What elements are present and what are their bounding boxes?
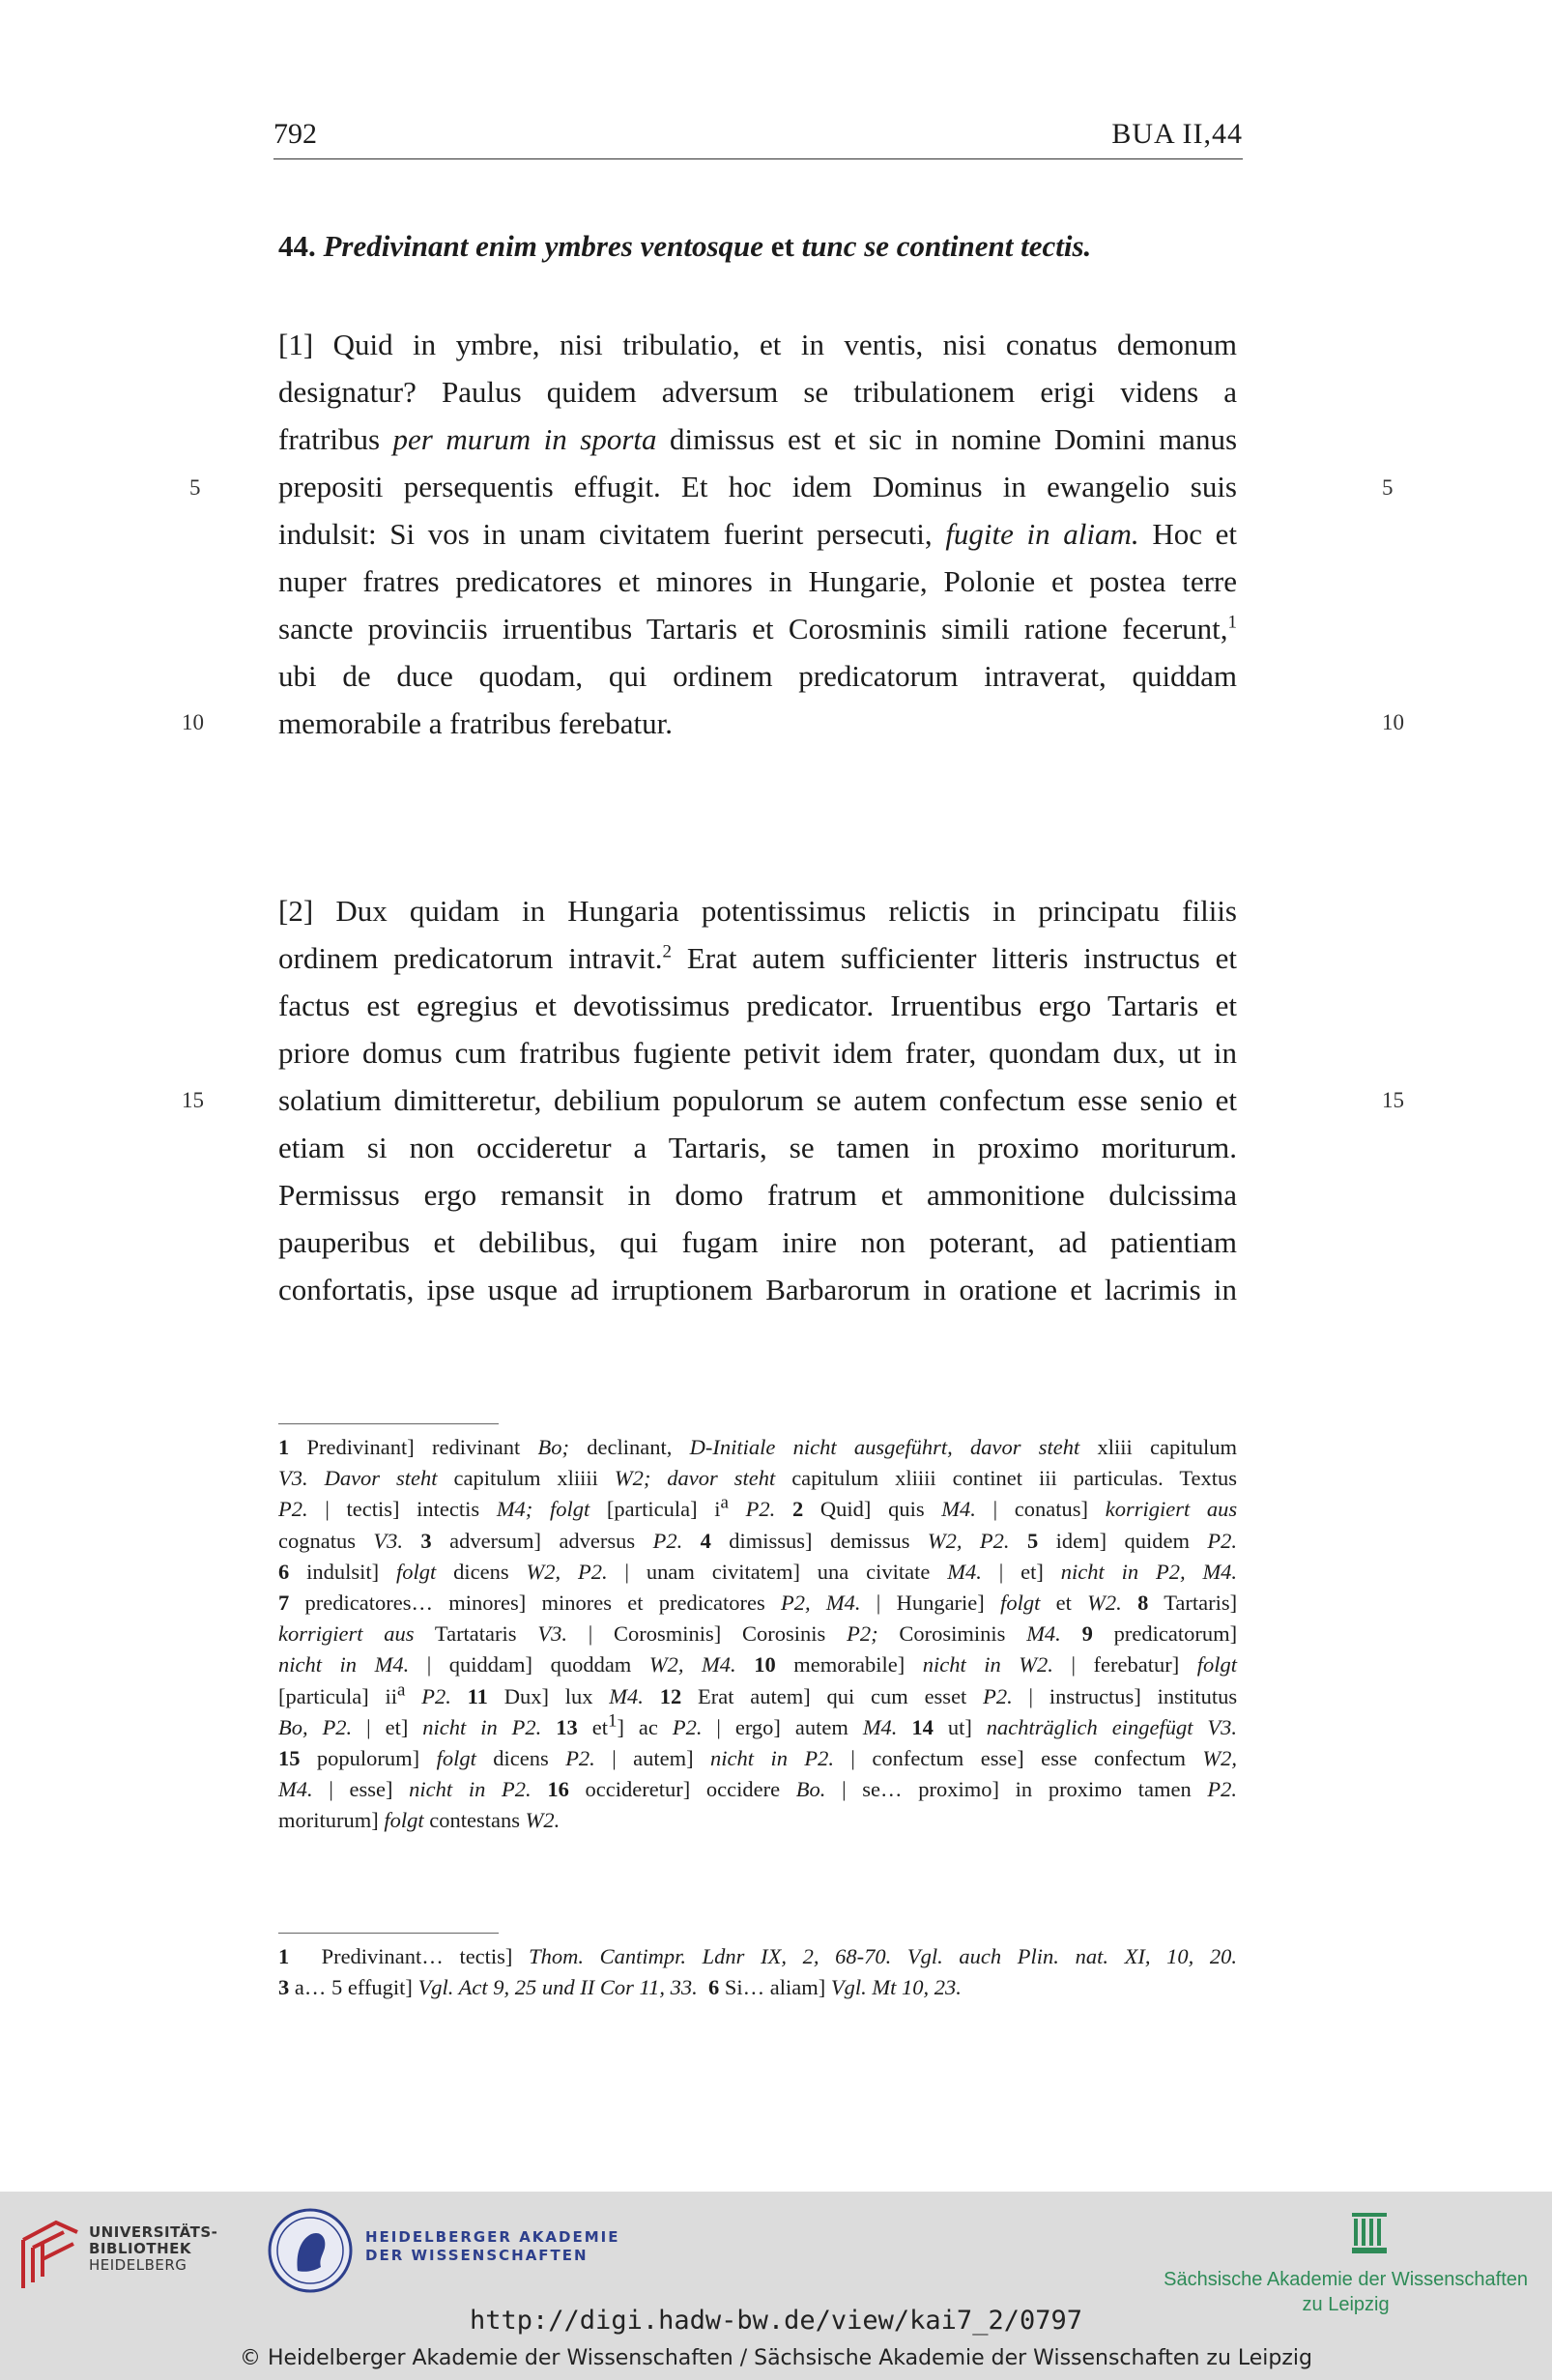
university-library-logo-icon [17,2213,85,2294]
text-line: [1] Quid in ymbre, nisi tribulatio, et in ventis, nisi conatus demonum [278,328,1237,361]
text-line: factus est egregius et devotissimus predicator. Irruentibus ergo Tartaris et [278,989,1237,1022]
apparatus-line: M4. | esse] nicht in P2. 16 occideretur] occidere Bo. | se… proximo] in proximo tamen P2. [278,1777,1238,1802]
text-line: Permissus ergo remansit in domo fratrum et ammonitione dulcissima [278,1178,1237,1212]
source-apparatus [278,1941,1237,2003]
apparatus-line: 15 populorum] folgt dicens P2. | autem] nicht in P2. | confectum esse] esse confectum W2, [278,1745,1238,1770]
text-line: designatur? Paulus quidem adversum se tribulationem erigi videns a [278,375,1237,409]
line-number-right: 10 [1382,710,1404,734]
paragraph-2 [278,887,1237,1313]
saxon-academy-name: Sächsische Akademie der Wissenschaften zu Leipzig [1164,2269,1528,2315]
page-number: 792 [273,118,317,150]
text-line: ordinem predicatorum intravit.$^2$ Erat autem sufficienter litteris instructus et [278,941,1238,975]
apparatus-line: [particula] $ii^a$ P2. 11 Dux] lux M4. 12 Erat autem] qui cum esset P2. | instructus] institutus [278,1679,1238,1708]
text-line: fratribus per murum in sporta dimissus est et sic in nomine Domini manus [278,422,1238,456]
apparatus-line: Bo, P2. | et] nicht in P2. 13 $et^1$] ac P2. | ergo] autem M4. 14 ut] nachträglich eingefügt V3. [278,1710,1238,1739]
paragraph-1 [278,321,1237,747]
saxon-academy-logo-icon [1350,2209,1389,2257]
text-line: solatium dimitteretur, debilium populorum se autem confectum esse senio et [278,1083,1237,1117]
chapter-number: 44. [278,229,316,263]
apparatus-line: 1 Predivinant] redivinant Bo; declinant, D-Initiale nicht ausgeführt, davor steht xliii capitulum [278,1435,1238,1459]
apparatus-line: P2. | tectis] intectis M4; folgt [particula] $i^a$ P2. 2 Quid] quis M4. | conatus] korrigiert aus [278,1492,1238,1522]
text-line: ubi de duce quodam, qui ordinem predicatorum intraverat, quiddam [278,659,1237,693]
apparatus-line: V3. Davor steht capitulum xliiii W2; davor steht capitulum xliiii continet iii particulas. Textus [278,1466,1238,1491]
apparatus-line: 6 indulsit] folgt dicens W2, P2. | unam civitatem] una civitate M4. | et] nicht in P2, M4. [278,1559,1238,1584]
permalink-url[interactable]: http://digi.hadw-bw.de/view/kai7_2/0797 [470,2306,1082,2336]
apparatus-line: 7 predicatores… minores] minores et predicatores P2, M4. | Hungarie] folgt et W2. 8 Tartaris] [278,1590,1238,1615]
text-line: etiam si non occideretur a Tartaris, se tamen in proximo moriturum. [278,1131,1237,1164]
running-header [273,116,1243,159]
text-line: sancte provinciis irruentibus Tartaris et Corosminis simili ratione fecerunt,$^1$ [278,612,1237,645]
text-line: prepositi persequentis effugit. Et hoc idem Dominus in ewangelio suis [278,470,1237,503]
apparatus-line: moriturum] folgt contestans W2. [278,1808,560,1833]
text-line: indulsit: Si vos in unam civitatem fuerint persecuti, fugite in aliam. Hoc et [278,517,1238,551]
text-line: priore domus cum fratribus fugiente petivit idem frater, quondam dux, ut in [278,1036,1237,1070]
footnote-rule [278,1933,499,1934]
title-mid: et [770,229,794,263]
line-number-left: 10 [182,710,204,734]
text-line: memorabile a fratribus ferebatur. [278,706,673,740]
apparatus-line: cognatus V3. 3 adversum] adversus P2. 4 dimissus] demissus W2, P2. 5 idem] quidem P2. [278,1528,1238,1553]
apparatus-line: nicht in M4. | quiddam] quoddam W2, M4. 10 memorabile] nicht in W2. | ferebatur] folgt [278,1652,1238,1677]
source-line: 1 Predivinant… tectis] Thom. Cantimpr. Ldnr IX, 2, 68-70. Vgl. auch Plin. nat. XI, 10, 20. [278,1944,1238,1968]
text-line: confortatis, ipse usque ad irruptionem Barbarorum in oratione et lacrimis in [278,1273,1237,1306]
digitization-footer [0,2192,1552,2380]
title-part-1: Predivinant enim ymbres ventosque [323,229,764,263]
text-line: [2] Dux quidam in Hungaria potentissimus relictis in principatu filiis [278,894,1237,928]
copyright-notice: © Heidelberger Akademie der Wissenschaften / Sächsische Akademie der Wissenschaften zu Leipzig [239,2346,1312,2370]
critical-apparatus [278,1432,1237,1836]
title-part-2: tunc se continent tectis. [801,229,1092,263]
text-line: pauperibus et debilibus, qui fugam inire non poterant, ad patientiam [278,1225,1237,1259]
heidelberg-academy-name: HEIDELBERGER AKADEMIE DER WISSENSCHAFTEN [365,2228,620,2264]
footnote-ref: 1 [1227,612,1237,633]
line-number-left: 5 [189,475,201,500]
footnote-ref: 2 [662,941,672,962]
academy-seal-icon [267,2207,354,2294]
footnote-rule [278,1423,499,1424]
chapter-title [278,229,1091,264]
source-line: 3 a… 5 effugit] Vgl. Act 9, 25 und II Cor 11, 33. 6 Si… aliam] Vgl. Mt 10, 23. [278,1975,962,2000]
text-line: nuper fratres predicatores et minores in Hungarie, Polonie et postea terre [278,564,1237,598]
apparatus-line: korrigiert aus Tartataris V3. | Corosminis] Corosinis P2; Corosiminis M4. 9 predicatorum] [278,1621,1238,1647]
line-number-left: 15 [182,1088,204,1112]
running-head: BUA II,44 [1111,118,1243,150]
university-library-name: UNIVERSITÄTS- BIBLIOTHEK HEIDELBERG [89,2223,218,2274]
line-number-right: 15 [1382,1088,1404,1112]
line-number-right: 5 [1382,475,1394,500]
